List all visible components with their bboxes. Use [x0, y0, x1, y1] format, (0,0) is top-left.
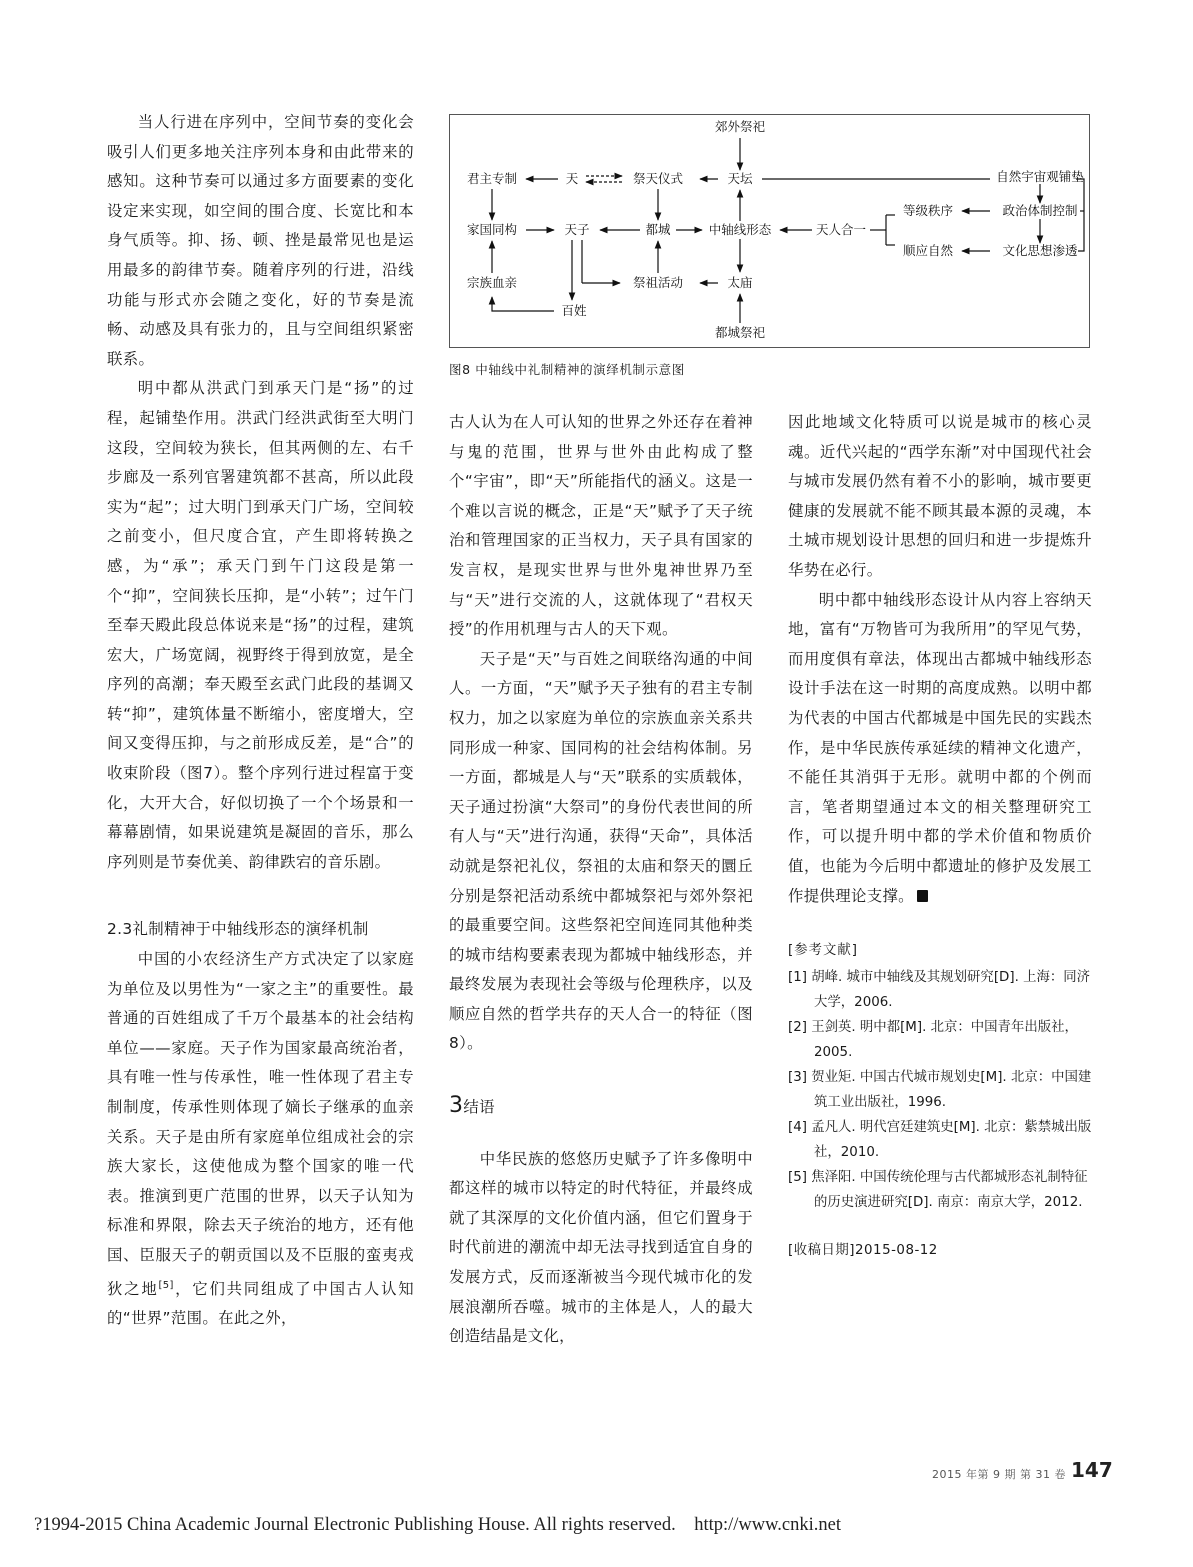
col2-paragraph-3: 中华民族的悠悠历史赋予了许多像明中都这样的城市以特定的时代特征，并最终成就了其深厚的文化价值内涵，但它们置身于时代前进的潮流中却无法寻找到适宜自身的发展方式，反而逐渐被当今现代城市化的发展浪潮所吞噬。城市的主体是人，人的最大创造结晶是文化， [449, 1149, 753, 1346]
reference-item-1: [1] 胡峰. 城市中轴线及其规划研究[D]. 上海：同济大学，2006. [788, 970, 1091, 1010]
col1-paragraph-1: 当人行进在序列中，空间节奏的变化会吸引人们更多地关注序列本身和由此带来的感知。这种节奏可以通过多方面要素的变化设定来实现，如空间的围合度、长宽比和本身气质等。抑、扬、顿、挫是最常见也是运用最多的韵律节奏。随着序列的行进，沿线功能与形式亦会随之变化，好的节奏是流畅、动感及具有张力的，且与空间组织紧密联系。 [107, 113, 414, 368]
col2-paragraph-2: 天子是“天”与百姓之间联络沟通的中间人。一方面，“天”赋予天子独有的君主专制权力，加之以家庭为单位的宗族血亲关系共同形成一种家、国同构的社会结构体制。另一方面，都城是人与“天”联系的实质载体，天子通过扮演“大祭司”的身份代表世间的所有人与“天”进行沟通，获得“天命”，具体活动就是祭祀礼仪，祭祖的太庙和祭天的圜丘分别是祭祀活动系统中都城祭祀与郊外祭祀的最重要空间。这些祭祀空间连同其他种类的城市结构要素表现为都城中轴线形态，并最终发展为表现社会等级与伦理秩序，以及顺应自然的哲学共存的天人合一的特征（图8）。 [449, 649, 753, 1053]
reference-item-4: [4] 孟凡人. 明代宫廷建筑史[M]. 北京：紫禁城出版社，2010. [788, 1120, 1092, 1160]
column-1 [107, 108, 414, 1334]
references-heading: [参考文献] [788, 943, 859, 959]
node-ducheng: 都城 [645, 222, 671, 237]
node-ducheng-jisi: 都城祭祀 [714, 325, 766, 340]
node-shunying-ziran: 顺应自然 [902, 243, 954, 258]
node-tian: 天 [565, 171, 579, 186]
figure-8-diagram [449, 114, 1090, 348]
node-tianren-heyi: 天人合一 [815, 222, 867, 237]
node-tiantan: 天坛 [727, 171, 753, 186]
citation-5: [5] [158, 1279, 174, 1291]
col1-paragraph-3: 中国的小农经济生产方式决定了以家庭为单位及以男性为“一家之主”的重要性。最普通的百姓组成了千万个最基本的社会结构单位——家庭。天子作为国家最高统治者，具有唯一性与传承性，唯一性体现了君主专制制度，传承性则体现了嫡长子继承的血亲关系。天子是由所有家庭单位组成社会的宗族大家长，这使他成为整个国家的唯一代表。推演到更广范围的世界，以天子认知为标准和界限，除去天子统治的地方，还有他国、臣服天子的朝贡国以及不臣服的蛮夷戎狄之地[5]，它们共同组成了中国古人认知的“世界”范围。在此之外， [107, 950, 414, 1328]
node-jizu-huodong: 祭祖活动 [632, 275, 684, 290]
page-number: 147 [1071, 1458, 1113, 1482]
figure-8-caption: 图8 中轴线中礼制精神的演绎机制示意图 [449, 362, 685, 377]
reference-item-2: [2] 王剑英. 明中都[M]. 北京：中国青年出版社，2005. [788, 1020, 1078, 1060]
node-jitian-yishi: 祭天仪式 [632, 171, 684, 186]
column-3 [788, 408, 1092, 1258]
col2-paragraph-1: 古人认为在人可认知的世界之外还存在着神与鬼的范围，世界与世外由此构成了整个“宇宙”，即“天”所能指代的涵义。这是一个难以言说的概念，正是“天”赋予了天子统治和管理国家的正当权力，天子具有国家的发言权，是现实世界与世外鬼神世界乃至与“天”进行交流的人，这就体现了“君权天授”的作用机理与古人的天下观。 [449, 413, 753, 639]
node-wenhua-sixiang: 文化思想渗透 [1002, 243, 1078, 258]
node-zongzu-xueqin: 宗族血亲 [466, 275, 518, 290]
journal-issue-info: 2015 年第 9 期 第 31 卷 [932, 1468, 1066, 1481]
node-baixing: 百姓 [561, 303, 587, 318]
column-2 [449, 408, 753, 1352]
reference-item-3: [3] 贺业矩. 中国古代城市规划史[M]. 北京：中国建筑工业出版社，1996. [788, 1070, 1092, 1110]
node-tianzi: 天子 [564, 222, 590, 237]
section-heading-3: 3结语 [449, 1093, 495, 1119]
node-ziran-yuzhouguan: 自然宇宙观铺垫 [996, 169, 1084, 184]
end-mark-icon [917, 890, 928, 902]
col1-paragraph-2: 明中都从洪武门到承天门是“扬”的过程，起铺垫作用。洪武门经洪武街至大明门这段，空间较为狭长，但其两侧的左、右千步廊及一系列官署建筑都不甚高，所以此段实为“起”；过大明门到承天门广场，空间较之前变小，但尺度合宜，产生即将转换之感，为“承”；承天门到午门这段是第一个“抑”，空间狭长压抑，是“小转”；过午门至奉天殿此段总体说来是“扬”的过程，建筑宏大，广场宽阔，视野终于得到放宽，是全序列的高潮；奉天殿至玄武门此段的基调又转“抑”，建筑体量不断缩小，密度增大，空间又变得压抑，与之前形成反差，是“合”的收束阶段（图7）。整个序列行进过程富于变化，大开大合，好似切换了一个个场景和一幕幕剧情，如果说建筑是凝固的音乐，那么序列则是节奏优美、韵律跌宕的音乐剧。 [107, 379, 414, 871]
col3-paragraph-1: 因此地域文化特质可以说是城市的核心灵魂。近代兴起的“西学东渐”对中国现代社会与城市发展仍然有着不小的影响，城市要更健康的发展就不能不顾其最本源的灵魂，本土城市规划设计思想的回归和进一步提炼升华势在必行。 [788, 413, 1092, 579]
node-junzhu-zhuanzhi: 君主专制 [466, 171, 518, 186]
received-date: [收稿日期]2015-08-12 [788, 1243, 938, 1259]
reference-item-5: [5] 焦泽阳. 中国传统伦理与古代都城形态礼制特征的历史演进研究[D]. 南京：南京大学，2012. [788, 1170, 1088, 1210]
node-dengji-zhixu: 等级秩序 [902, 203, 954, 218]
node-jiaguo-tonggou: 家国同构 [466, 222, 518, 237]
section-heading-2-3: 2.3礼制精神于中轴线形态的演绎机制 [107, 920, 369, 939]
node-zhengzhi-tizhi: 政治体制控制 [1002, 203, 1078, 218]
node-jiaowai-jisi: 郊外祭祀 [714, 119, 766, 134]
node-taimiao: 太庙 [727, 275, 753, 290]
col3-paragraph-2: 明中都中轴线形态设计从内容上容纳天地，富有“万物皆可为我所用”的罕见气势，而用度俱有章法，体现出古都城中轴线形态设计手法在这一时期的高度成熟。以明中都为代表的中国古代都城是中国先民的实践杰作，是中华民族传承延续的精神文化遗产，不能任其消弭于无形。就明中都的个例而言，笔者期望通过本文的相关整理研究工作，可以提升明中都的学术价值和物质价值，也能为今后明中都遗址的修护及发展工作提供理论支撑。 [788, 590, 1092, 905]
copyright-line: ?1994-2015 China Academic Journal Electronic Publishing House. All rights reserved. http://www.cnki.net [34, 1515, 841, 1535]
node-zhongzhouxian-xingtai: 中轴线形态 [708, 222, 772, 237]
